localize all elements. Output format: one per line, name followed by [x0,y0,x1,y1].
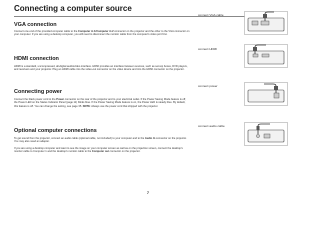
bold-term: Power [56,98,65,101]
figure-label-vga: connect VGA cable [198,13,224,17]
body-text: connector on the projector. You may also need an adapter. [14,137,187,144]
page-title: Connecting a computer source [14,4,132,13]
body-text: HDMI is a standard, uncompressed, all-digital audio/video interface. HDMI provides an interface between sources, such as set-top boxes, DVD players, and receivers and your projector. Plug an HDMI cable into the video-out connector on the video device and into the HDMI connector on the projector. [14,65,188,72]
vga-cable-illustration [244,11,288,35]
body-text: connector on the projector. [108,150,141,154]
section-heading-vga: VGA connection [14,22,57,28]
body-text: If you are using a desktop computer and want to see the image on your computer screen as well as on the projection screen, connect the desktop's monitor cable to Computer 1 and the desktop's monitor cable to the [14,147,183,154]
section-body-optional [14,137,190,154]
page-number: 7 [147,191,149,195]
section-body-hdmi [14,65,190,72]
body-text: Connect the black power cord to the [14,98,57,101]
section-body-power [14,98,190,108]
bold-term: Computer out [91,150,109,154]
bold-term: Computer in 1/Computer in 2 [78,30,114,33]
bold-term: NOTE [82,104,90,108]
section-heading-hdmi: HDMI connection [14,56,59,62]
figure-label-audio: connect audio cable [198,124,225,128]
section-heading-power: Connecting power [14,89,62,95]
body-text: : Always use the power cord that shipped with the projector. [89,104,159,108]
power-cord-illustration [244,82,288,106]
section-heading-optional: Optional computer connections [14,128,97,134]
section-body-vga [14,30,190,37]
body-text: Connect one end of the provided computer cable to the [14,30,79,33]
bold-term: Audio In [144,137,156,140]
figure-label-power: connect power [198,84,218,88]
hdmi-cable-illustration [244,44,288,68]
audio-cable-illustration [244,122,288,146]
body-text: connector on the rear of the projector and to your electrical outlet. If the Power Saving Mode feature is off, the Power LED on the Status Indicator Panel (page 11) blinks blue. If the Power Saving Mode feature is on, the Power LED is steady blue. By default, this feature is off. You can change the setting, see page 35. [14,98,186,108]
body-text: connector on the projector and the other to the VGA connector on your computer. If you are using a desktop computer, you will need to disconnect the monitor cable from the computer's video port first. [14,30,190,37]
figure-label-hdmi: connect HDMI [198,47,218,51]
body-text: To get sound from the projector, connect an audio cable (optional cable, not included) to your computer and to the [14,137,145,140]
